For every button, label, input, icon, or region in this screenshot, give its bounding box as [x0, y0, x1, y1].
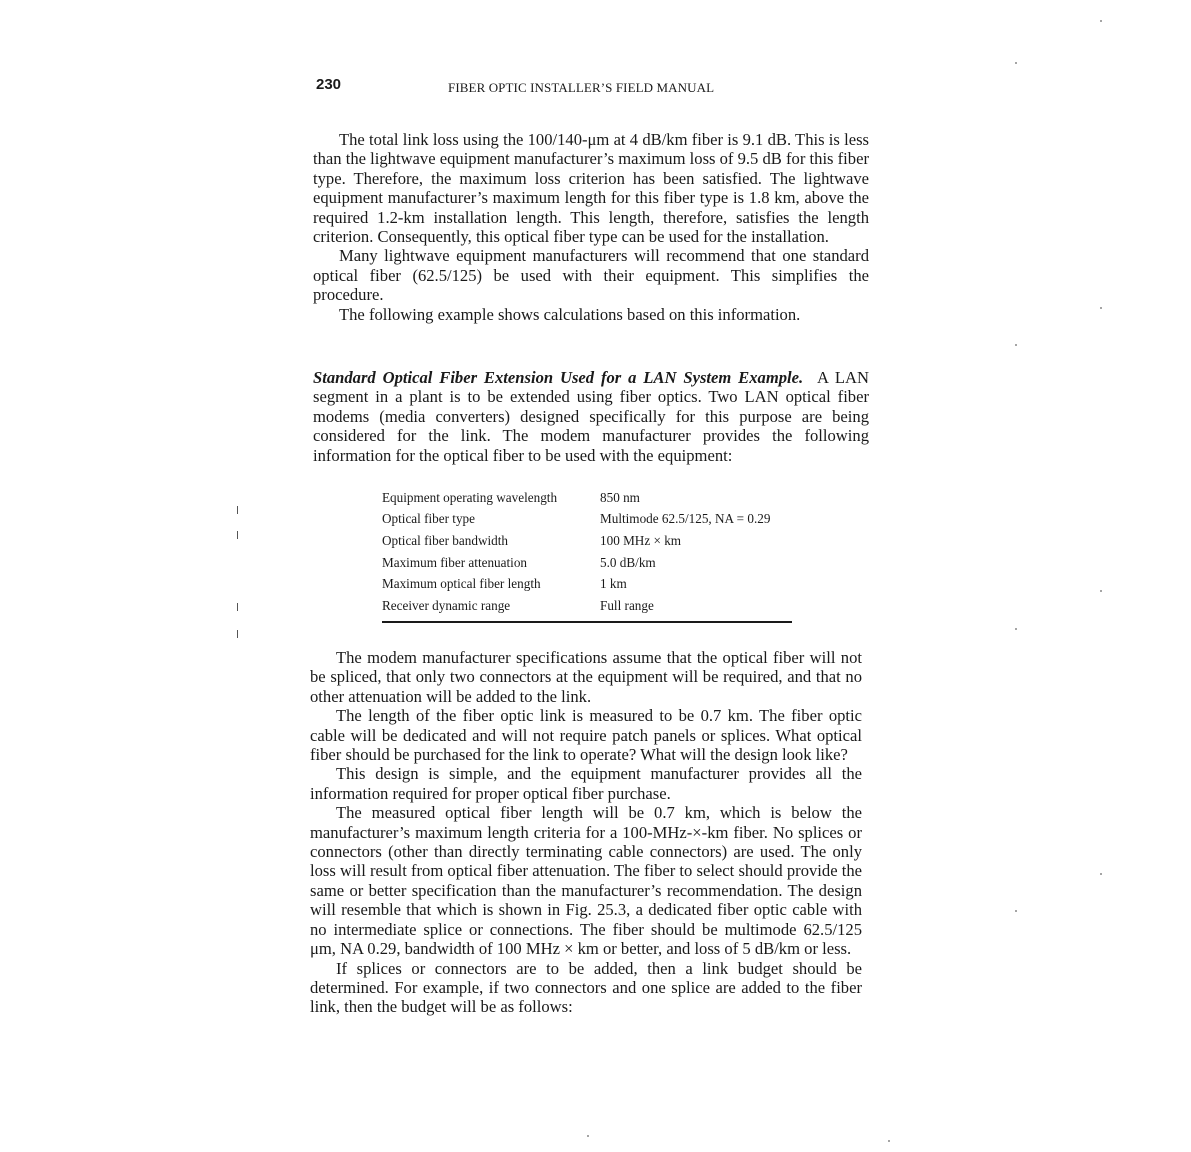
scan-artifact-dot — [1015, 62, 1017, 64]
scan-artifact-dot — [1015, 628, 1017, 630]
spec-value: 1 km — [600, 576, 627, 592]
spec-value: 850 nm — [600, 489, 640, 505]
scan-artifact-dot — [1100, 307, 1102, 309]
scan-artifact-mark — [237, 506, 238, 514]
example-intro-text: A LAN segment in a plant is to be extended using fiber optics. Two LAN optical fiber modems (media converters) designed specifically for this purpose are being considered for the link. The modem manufacturer provides the following information for the optical fiber to be used with the equipment: — [313, 368, 869, 465]
spec-parameter: Maximum optical fiber length — [382, 576, 541, 592]
scan-artifact-dot — [587, 1135, 589, 1137]
example-section — [313, 368, 869, 465]
bottom-text-block — [310, 648, 862, 1017]
example-heading: Standard Optical Fiber Extension Used for a LAN System Example. — [313, 368, 804, 387]
spec-table — [382, 487, 792, 617]
top-text-block — [313, 130, 869, 324]
scan-artifact-mark — [237, 603, 238, 611]
spec-parameter: Receiver dynamic range — [382, 597, 511, 613]
scan-artifact-dot — [1100, 20, 1102, 22]
scan-artifact-mark — [237, 630, 238, 638]
paragraph-modem-specs: The modem manufacturer specifications assume that the optical fiber will not be spliced, that only two connectors at the equipment will be required, and that no other attenuation will be added to the link. — [310, 648, 862, 706]
scan-artifact-dot — [1015, 910, 1017, 912]
scan-artifact-dot — [1100, 590, 1102, 592]
spec-parameter: Optical fiber bandwidth — [382, 532, 508, 548]
table-row — [382, 530, 792, 552]
scan-artifact-mark — [237, 531, 238, 539]
table-row — [382, 487, 792, 509]
spec-value: 5.0 dB/km — [600, 554, 656, 570]
page-number: 230 — [316, 76, 342, 93]
table-row — [382, 573, 792, 595]
paragraph-link-budget: If splices or connectors are to be added, then a link budget should be determined. For example, if two connectors and one splice are added to the fiber link, then the budget will be as follows: — [310, 958, 862, 1017]
table-row — [382, 595, 792, 617]
paragraph-following-example: The following example shows calculations based on this information. — [339, 304, 801, 324]
paragraph-link-length: The length of the fiber optic link is measured to be 0.7 km. The fiber optic cable will be dedicated and will not require patch panels or splices. What optical fiber should be purchased for the link to operate? What will the design look like? — [310, 706, 862, 765]
paragraph-measured-length: The measured optical fiber length will be 0.7 km, which is below the manufacturer’s maximum length criteria for a 100-MHz-×-km fiber. No splices or connectors (other than directly terminating cable connectors) are used. The only loss will result from optical fiber attenuation. The fiber to select should provide the same or better specification than the manufacturer’s recommendation. The design will resemble that which is shown in Fig. 25.3, a dedicated fiber optic cable with no intermediate splice or connections. The fiber should be multimode 62.5/125 μm, NA 0.29, bandwidth of 100 MHz × km or better, and loss of 5 dB/km or less. — [310, 803, 862, 959]
spec-value: Full range — [600, 597, 654, 613]
spec-value: Multimode 62.5/125, NA = 0.29 — [600, 511, 771, 527]
scan-artifact-dot — [1100, 873, 1102, 875]
paragraph-link-loss: The total link loss using the 100/140-μm at 4 dB/km fiber is 9.1 dB. This is less than the lightwave equipment manufacturer’s maximum loss of 9.5 dB for this fiber type. Therefore, the maximum loss criterion has been satisfied. The lightwave equipment manufacturer’s maximum length for this fiber type is 1.8 km, above the required 1.2-km installation length. This length, therefore, satisfies the length criterion. Consequently, this optical fiber type can be used for the installation. — [313, 130, 869, 247]
spec-value: 100 MHz × km — [600, 532, 682, 548]
example-paragraph — [313, 368, 869, 465]
scan-artifact-dot — [888, 1140, 890, 1142]
spec-parameter: Maximum fiber attenuation — [382, 554, 528, 570]
spec-parameter: Optical fiber type — [382, 511, 476, 527]
table-row — [382, 509, 792, 531]
paragraph-standard-fiber: Many lightwave equipment manufacturers will recommend that one standard optical fiber (62.5/125) be used with their equipment. This simplifies the procedure. — [313, 246, 869, 305]
scan-artifact-dot — [1015, 344, 1017, 346]
spec-parameter: Equipment operating wavelength — [382, 489, 558, 505]
paragraph-design-simple: This design is simple, and the equipment manufacturer provides all the information required for proper optical fiber purchase. — [310, 764, 862, 803]
table-bottom-rule — [382, 621, 792, 623]
table-row — [382, 552, 792, 574]
running-head: FIBER OPTIC INSTALLER’S FIELD MANUAL — [448, 80, 715, 95]
